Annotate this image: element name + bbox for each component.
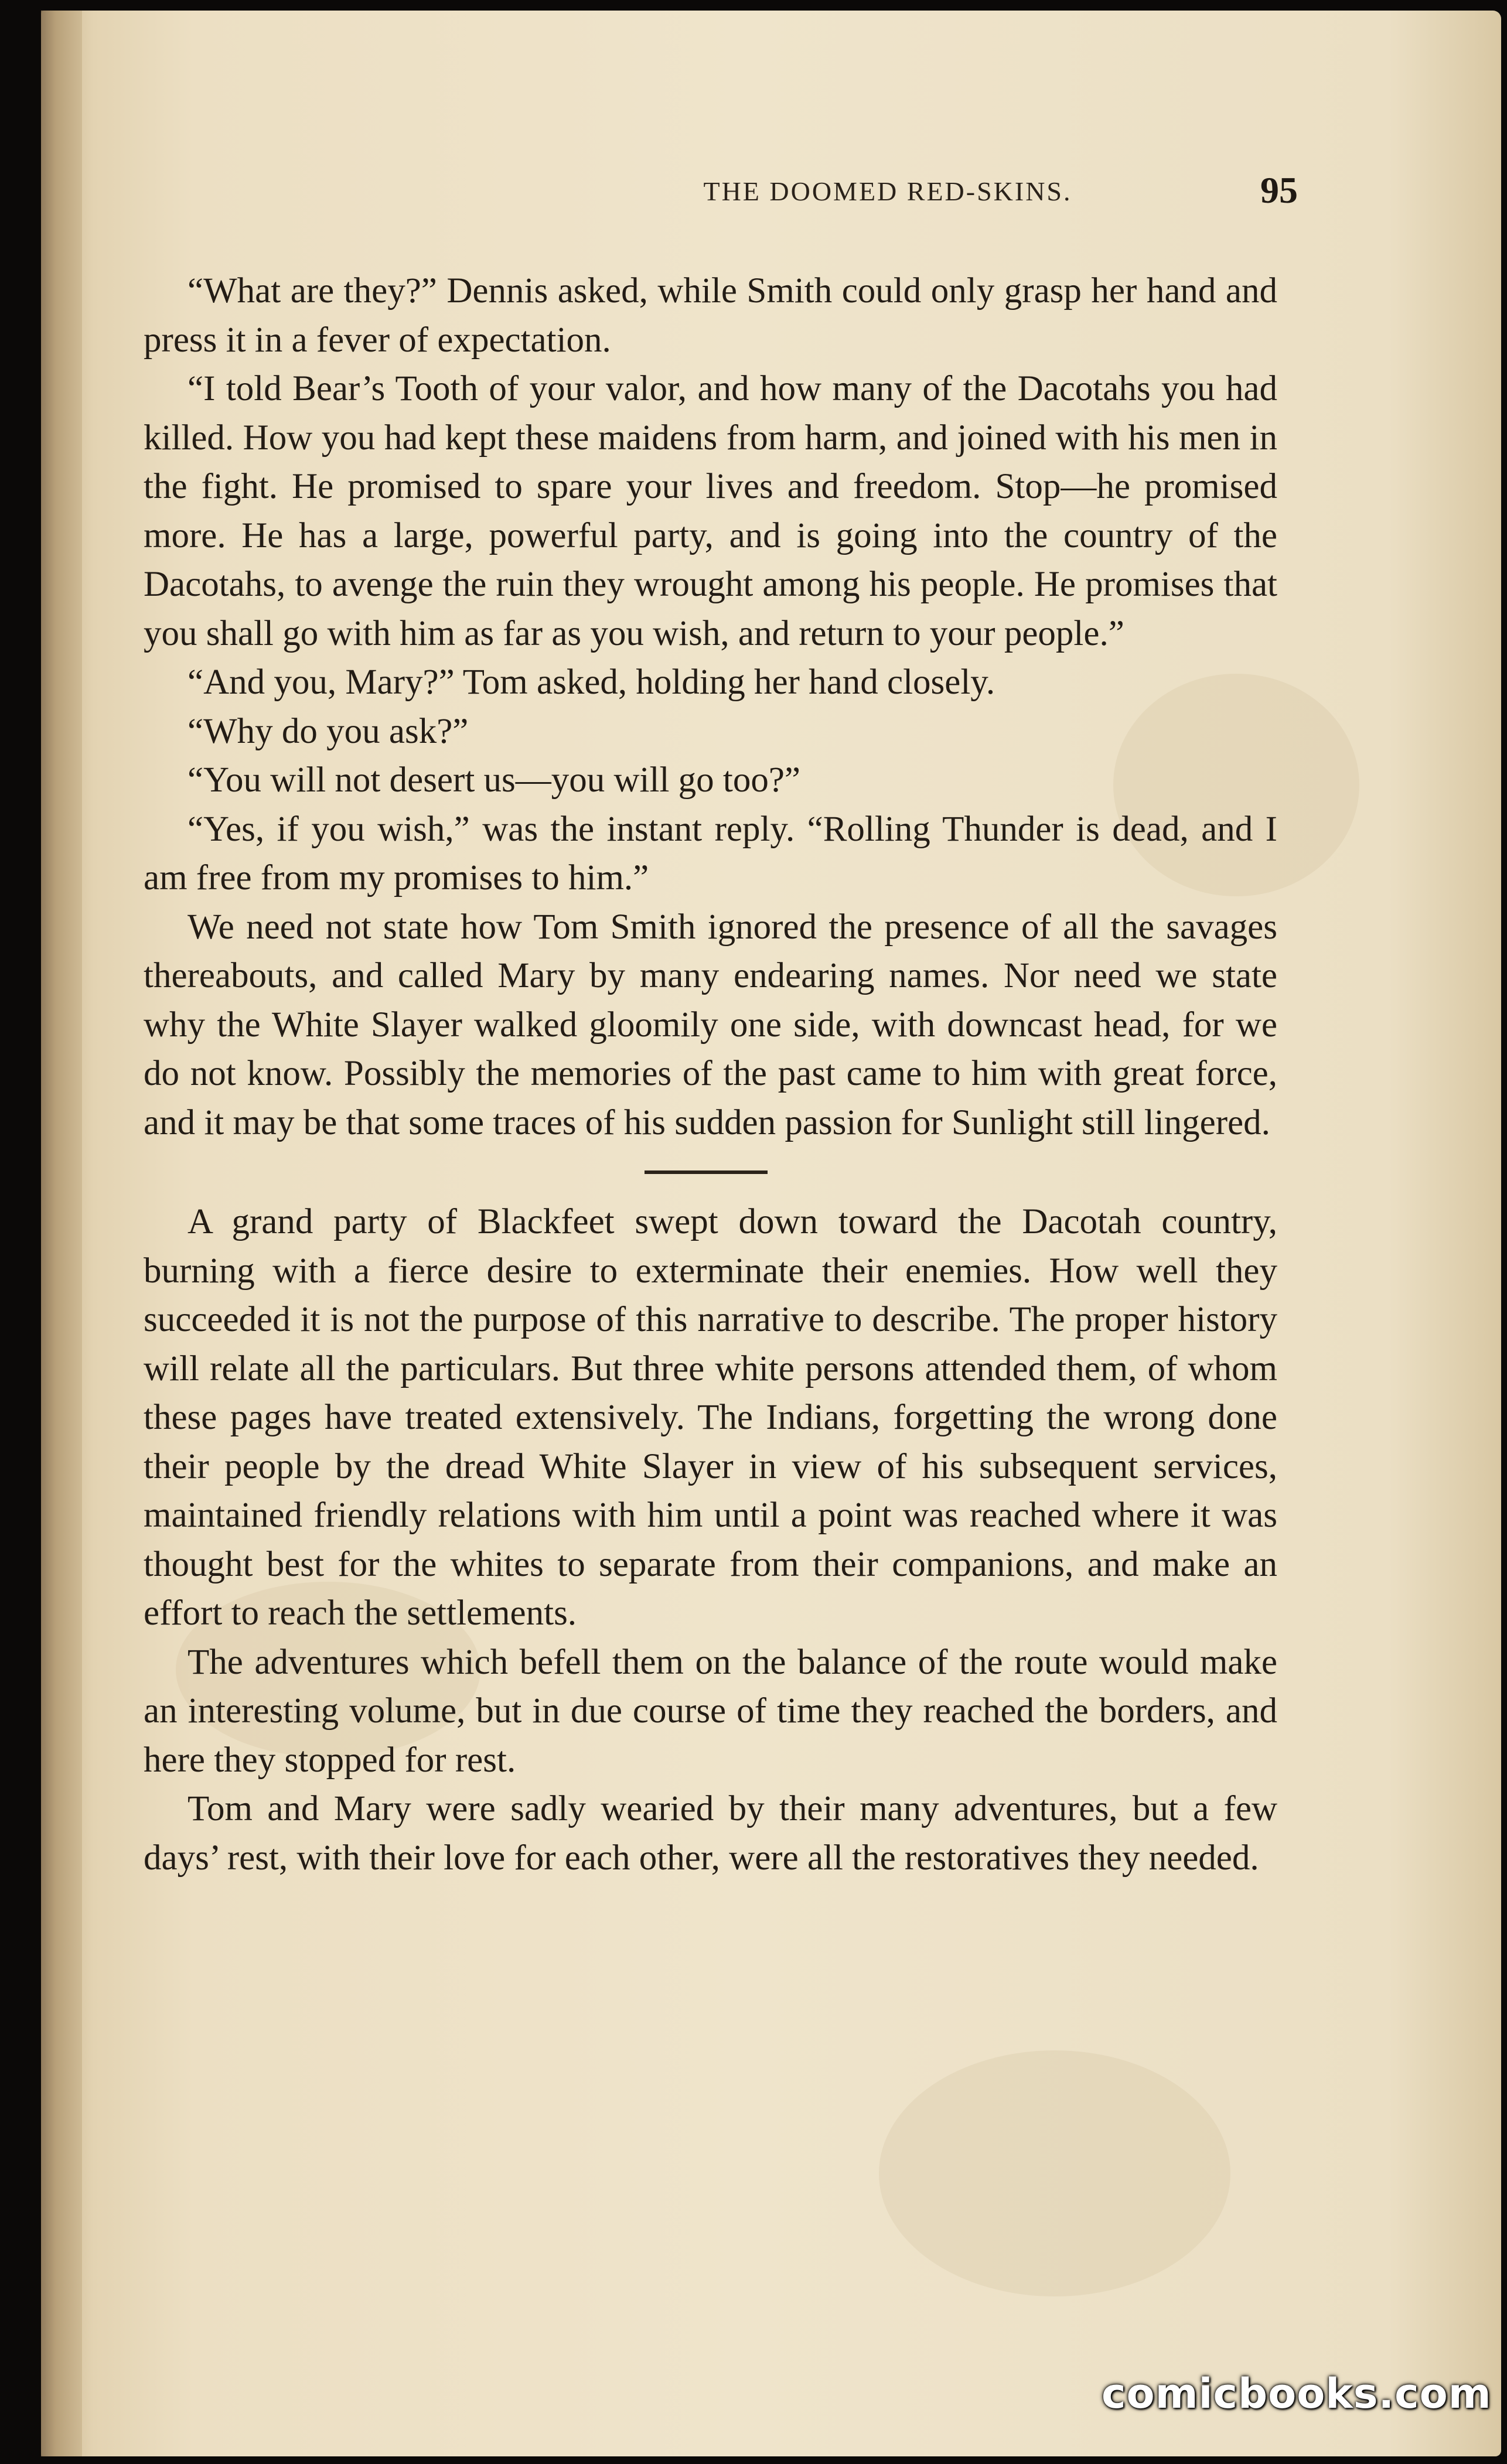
page-number: 95 (1260, 169, 1298, 211)
watermark: comicbooks.com (1102, 2370, 1492, 2418)
body-text (144, 267, 1277, 1882)
paper-stain (879, 2050, 1230, 2296)
running-head: THE DOOMED RED-SKINS. (703, 176, 1072, 206)
paragraph: “What are they?” Dennis asked, while Smith could only grasp her hand and press it in a fever of expectation. (144, 271, 1277, 360)
paragraph: “Why do you ask?” (187, 711, 469, 751)
paragraph: Tom and Mary were sadly wearied by their many adventures, but a few days’ rest, with their love for each other, were all the restoratives they needed. (144, 1789, 1277, 1878)
section-divider-rule (645, 1170, 768, 1174)
page-gutter-edge (41, 11, 82, 2456)
paragraph: “You will not desert us—you will go too?” (187, 760, 800, 800)
paragraph: “I told Bear’s Tooth of your valor, and how many of the Dacotahs you had killed. How you had kept these maidens from harm, and joined with his men in the fight. He promised to spare your lives and freedom. Stop—he promised more. He has a large, powerful party, and is going into the country of the Dacotahs, to avenge the ruin they wrought among his people. He promises that you shall go with him as far as you wish, and return to your people.” (144, 369, 1277, 653)
paragraph: A grand party of Blackfeet swept down toward the Dacotah country, burning with a fierce desire to exterminate their enemies. How well they succeeded it is not the purpose of this narrative to describe. The proper history will relate all the particulars. But three white persons attended them, of whom these pages have treated extensively. The Indians, forgetting the wrong done their people by the dread White Slayer in view of his subsequent services, maintained friendly relations with him until a point was reached where it was thought best for the whites to separate from their companions, and make an effort to reach the settlements. (144, 1202, 1277, 1633)
paragraph: “And you, Mary?” Tom asked, holding her hand closely. (187, 663, 995, 702)
paragraph: “Yes, if you wish,” was the instant reply. “Rolling Thunder is dead, and I am free from my promises to him.” (144, 809, 1277, 897)
paragraph: We need not state how Tom Smith ignored the presence of all the savages thereabouts, and called Mary by many endearing names. Nor need we state why the White Slayer walked gloomily one side, with downcast head, for we do not know. Possibly the memories of the past came to him with great force, and it may be that some traces of his sudden passion for Sunlight still lingered. (144, 907, 1277, 1142)
paragraph: The adventures which befell them on the balance of the route would make an interesting volume, but in due course of time they reached the borders, and here they stopped for rest. (144, 1642, 1277, 1780)
